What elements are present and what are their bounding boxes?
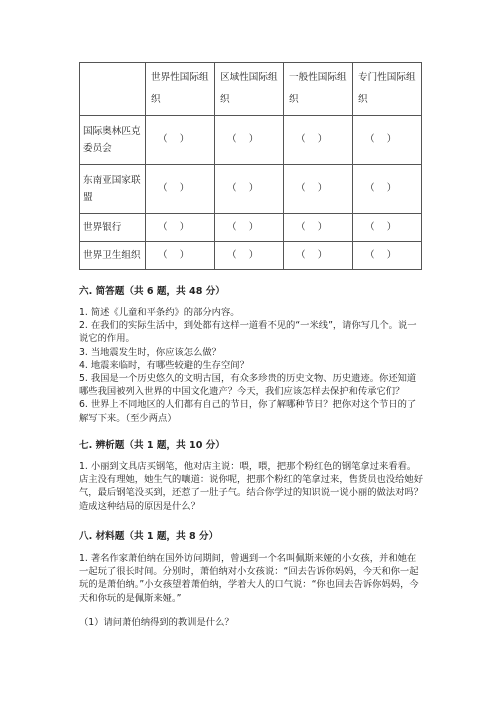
table-row [80,116,422,165]
question-item: 3. 当地震发生时，你应该怎么做？ [79,346,221,358]
section-6-heading: 六. 简答题（共 6 题，共 48 分） [79,286,225,297]
answer-blank: （ ） [353,242,422,270]
question-item: 2. 在我们的实际生活中，到处都有这样一道看不见的“一米线”，请你写几个。说一说它的作用。 [79,320,417,345]
answer-blank: （ ） [146,116,215,165]
answer-blank: （ ） [284,165,353,214]
header-cell: 区域性国际组织 [215,63,284,116]
table-row [80,165,422,214]
answer-blank: （ ） [353,116,422,165]
header-cell: 一般性国际组织 [284,63,353,116]
row-label: 世界卫生组织 [80,242,146,270]
section-6-body [79,306,424,425]
question-item: 6. 世界上不同地区的人们都有自己的节日，你了解哪种节日？把你对这个节日的了解写下来。（至少两点） [79,399,417,424]
row-label: 世界银行 [80,214,146,242]
row-label: 国际奥林匹克委员会 [80,116,146,165]
answer-blank: （ ） [215,214,284,242]
question-item: 5. 我国是一个历史悠久的文明古国，有众多珍贵的历史文物、历史遗迹。你还知道哪些我国被列入世界的中国文化遗产？今天，我们应该怎样去保护和传承它们？ [79,373,417,398]
answer-blank: （ ） [353,214,422,242]
section-8-body [79,552,424,605]
answer-blank: （ ） [215,116,284,165]
answer-blank: （ ） [215,165,284,214]
answer-blank: （ ） [215,242,284,270]
answer-blank: （ ） [284,116,353,165]
question-item: 4. 地震来临时，有哪些较避的生存空间？ [79,359,249,371]
answer-blank: （ ） [146,214,215,242]
answer-blank: （ ） [146,165,215,214]
table-header-row [80,63,422,116]
table-corner-cell [80,63,146,116]
answer-blank: （ ） [146,242,215,270]
section-7-body [79,460,424,513]
answer-blank: （ ） [353,165,422,214]
section-8-question: （1）请问萧伯纳得到的教训是什么？ [79,617,234,628]
row-label: 东南亚国家联盟 [80,165,146,214]
answer-blank: （ ） [284,242,353,270]
material-text: 1. 著名作家萧伯纳在国外访问期间，曾遇到一个名叫佩斯来娅的小女孩，并和她在一起玩了很长时间。分别时，萧伯纳对小女孩说：“回去告诉你妈妈，今天和你一起玩的是萧伯纳。”小女孩望着萧伯纳，学着大人的口气说：“你也回去告诉你妈妈，今天和你玩的是佩斯来娅。” [79,553,419,604]
question-item: 1. 小丽到文具店买钢笔，他对店主说：喂，喂，把那个粉红色的钢笔拿过来看看。店主没有理她，她生气的嚷道：说你呢，把那个粉红的笔拿过来，售货员也没给她好气，最后钢笔没买到，还惹了一肚子气。结合你学过的知识说一说小丽的做法对吗？造成这种结局的原因是什么？ [79,461,423,512]
section-7-heading: 七. 辨析题（共 1 题，共 10 分） [79,440,225,451]
table-row [80,242,422,270]
header-cell: 专门性国际组织 [353,63,422,116]
header-cell: 世界性国际组织 [146,63,215,116]
classification-table [79,62,422,270]
section-8-heading: 八. 材料题（共 1 题，共 8 分） [79,531,219,542]
question-item: 1. 简述《儿童和平条约》的部分内容。 [79,307,240,318]
table-row [80,214,422,242]
answer-blank: （ ） [284,214,353,242]
